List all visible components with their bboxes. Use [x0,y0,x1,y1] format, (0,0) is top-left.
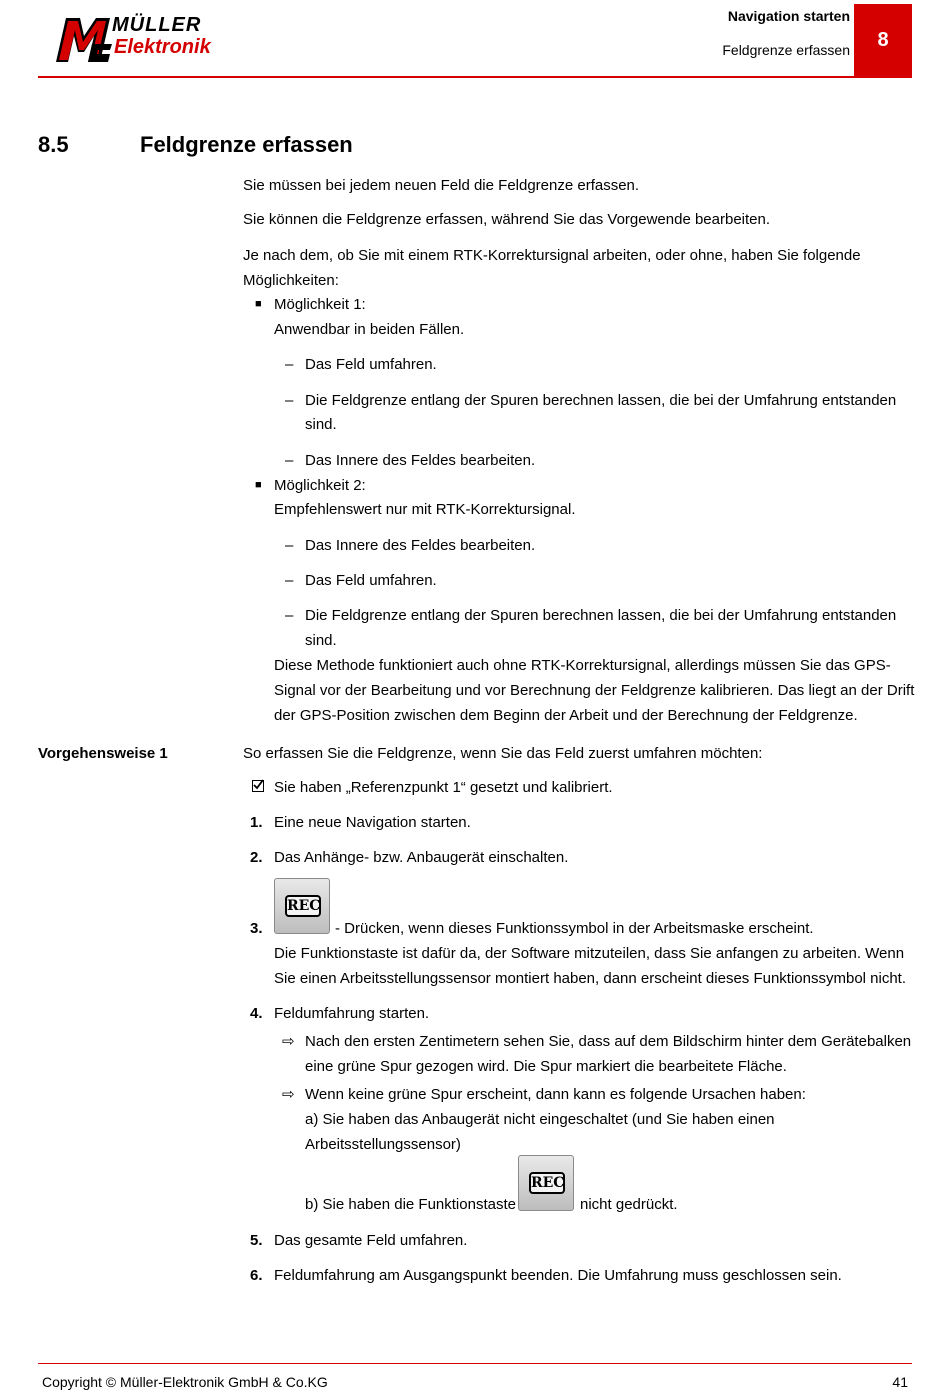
dash-bullet: – [285,607,294,624]
option2-desc: Empfehlenswert nur mit RTK-Korrektursignal. [274,501,576,518]
option2-note: der GPS-Position zwischen dem Beginn der Arbeit und der Berechnung der Feldgrenze. [274,707,858,724]
rec-function-button[interactable] [274,878,330,934]
list-item: Die Feldgrenze entlang der Spuren berechnen lassen, die bei der Umfahrung entstanden [305,392,897,409]
dash-bullet: – [285,537,294,554]
result-text: Nach den ersten Zentimetern sehen Sie, dass auf dem Bildschirm hinter dem Gerätebalken [305,1033,912,1050]
page-number: 41 [892,1374,908,1390]
header-rule [38,76,912,78]
step-text: Eine neue Navigation starten. [274,814,471,831]
list-item: Das Innere des Feldes bearbeiten. [305,537,536,554]
square-bullet: ■ [255,298,262,310]
result-text: a) Sie haben das Anbaugerät nicht eingeschaltet (und Sie haben einen [305,1111,775,1128]
intro-line: Möglichkeiten: [243,272,339,289]
option1-desc: Anwendbar in beiden Fällen. [274,321,465,338]
result-arrow-icon: ⇨ [282,1033,295,1050]
list-item: Das Feld umfahren. [305,356,437,373]
step-extra: Die Funktionstaste ist dafür da, der Software mitzuteilen, dass Sie anfangen zu arbeiten. Wenn [274,945,905,962]
square-bullet: ■ [255,479,262,491]
header-subtitle: Feldgrenze erfassen [722,42,850,58]
procedure-intro: So erfassen Sie die Feldgrenze, wenn Sie das Feld zuerst umfahren möchten: [243,745,763,762]
step-extra: Sie einen Arbeitsstellungssensor montiert haben, dann erscheint dieses Funktionssymbol nicht. [274,970,907,987]
step-number: 2. [250,849,263,866]
section-title: Feldgrenze erfassen [140,132,353,157]
step-number: 3. [250,920,263,937]
step-text: Das gesamte Feld umfahren. [274,1232,468,1249]
cause-b-text: nicht gedrückt. [580,1196,678,1213]
step-text: Feldumfahrung starten. [274,1005,430,1022]
result-arrow-icon: ⇨ [282,1086,295,1103]
cause-b-text: b) Sie haben die Funktionstaste [305,1196,516,1213]
footer-rule [38,1363,912,1364]
intro-line: Je nach dem, ob Sie mit einem RTK-Korrektursignal arbeiten, oder ohne, haben Sie folgende [243,247,861,264]
rec-label: REC [285,895,321,917]
result-text: Wenn keine grüne Spur erscheint, dann kann es folgende Ursachen haben: [305,1086,806,1103]
result-text: Arbeitsstellungssensor) [305,1136,461,1153]
intro-line: Sie können die Feldgrenze erfassen, während Sie das Vorgewende bearbeiten. [243,211,771,228]
option1-title: Möglichkeit 1: [274,296,366,313]
dash-bullet: – [285,356,294,373]
step-text: - Drücken, wenn dieses Funktionssymbol in der Arbeitsmaske erscheint. [335,920,814,937]
list-item: sind. [305,632,337,649]
chapter-badge: 8 [854,4,912,77]
list-item: Die Feldgrenze entlang der Spuren berechnen lassen, die bei der Umfahrung entstanden [305,607,897,624]
dash-bullet: – [285,572,294,589]
precondition: Sie haben „Referenzpunkt 1“ gesetzt und kalibriert. [274,779,613,796]
step-text: Feldumfahrung am Ausgangspunkt beenden. Die Umfahrung muss geschlossen sein. [274,1267,842,1284]
step-number: 6. [250,1267,263,1284]
dash-bullet: – [285,392,294,409]
logo-text-bottom: Elektronik [114,36,211,58]
option2-title: Möglichkeit 2: [274,477,366,494]
rec-label: REC [529,1172,565,1194]
result-text: eine grüne Spur gezogen wird. Die Spur markiert die bearbeitete Fläche. [305,1058,787,1075]
list-item: Das Innere des Feldes bearbeiten. [305,452,536,469]
step-text: Das Anhänge- bzw. Anbaugerät einschalten. [274,849,569,866]
list-item: Das Feld umfahren. [305,572,437,589]
step-number: 4. [250,1005,263,1022]
checkbox-checked-icon [252,780,264,792]
step-number: 1. [250,814,263,831]
list-item: sind. [305,416,337,433]
header-title: Navigation starten [727,8,850,24]
procedure-label: Vorgehensweise 1 [38,745,168,762]
company-logo [52,14,244,66]
section-number: 8.5 [38,132,69,157]
footer-copyright: Copyright © Müller-Elektronik GmbH & Co.KG [42,1374,328,1390]
step-number: 5. [250,1232,263,1249]
rec-function-button[interactable] [518,1155,574,1211]
intro-line: Sie müssen bei jedem neuen Feld die Feldgrenze erfassen. [243,177,640,194]
logo-text-top: MÜLLER [112,14,202,36]
option2-note: Diese Methode funktioniert auch ohne RTK-Korrektursignal, allerdings müssen Sie das GPS- [274,657,891,674]
option2-note: Signal vor der Bearbeitung und vor Berechnung der Feldgrenze kalibrieren. Das liegt an der Drift [274,682,915,699]
dash-bullet: – [285,452,294,469]
